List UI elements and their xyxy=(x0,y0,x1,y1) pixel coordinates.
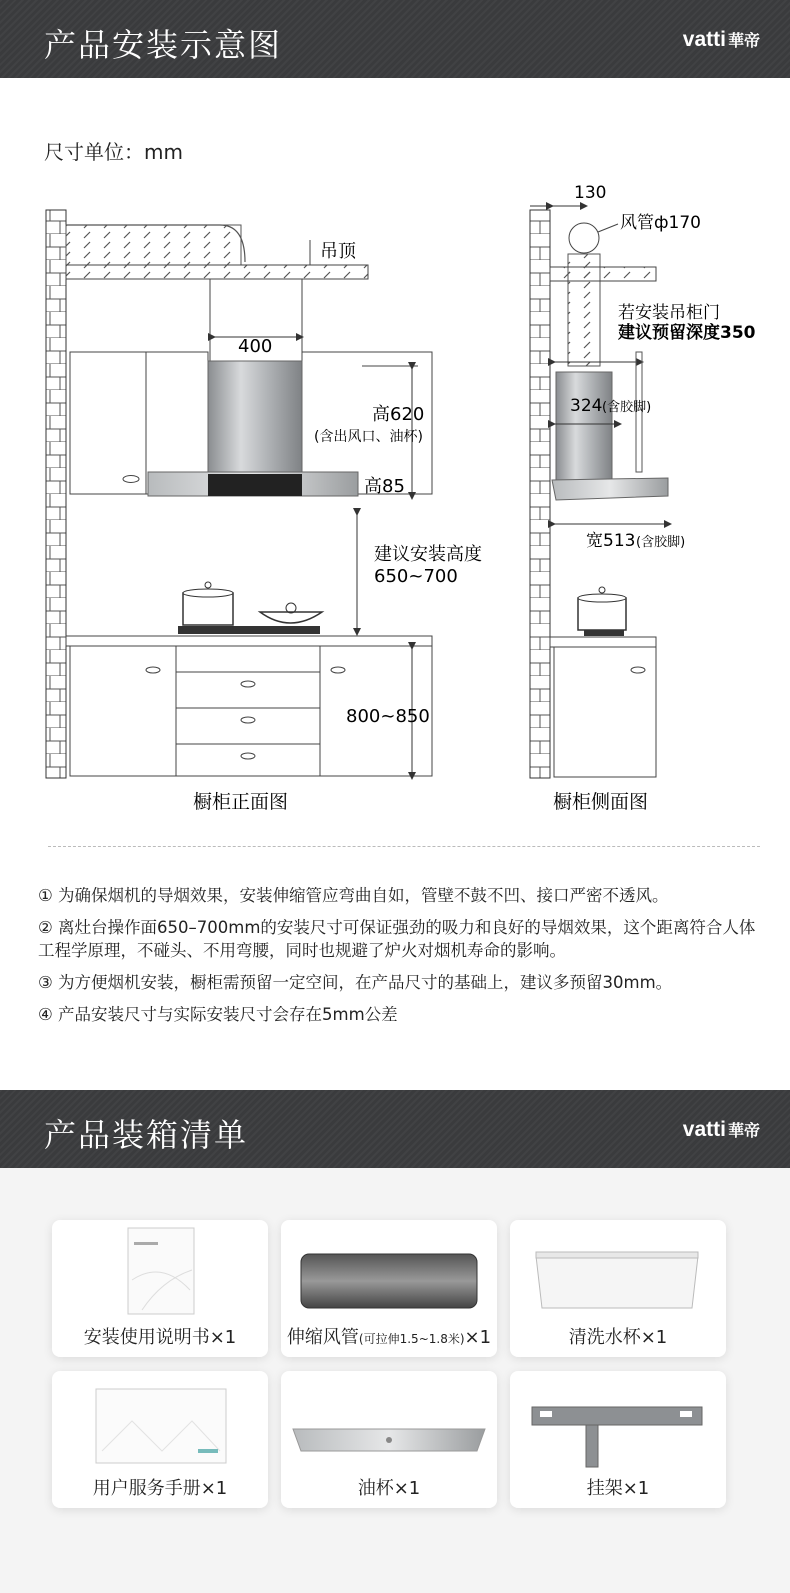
section-title-2: 产品装箱清单 xyxy=(44,1116,249,1154)
svg-text:650~700: 650~700 xyxy=(374,566,458,587)
svg-text:800~850: 800~850 xyxy=(346,706,430,727)
wok xyxy=(260,612,322,623)
front-wall xyxy=(46,210,66,778)
pot xyxy=(183,593,233,625)
svg-text:(含出风口、油杯): (含出风口、油杯) xyxy=(314,429,423,445)
note-1: ① 为确保烟机的导烟效果，安装伸缩管应弯曲自如，管壁不鼓不凹、接口严密不透风。 xyxy=(38,886,669,905)
note-4: ④ 产品安装尺寸与实际安装尺寸会存在5mm公差 xyxy=(38,1005,398,1024)
note-3: ③ 为方便烟机安装，橱柜需预留一定空间，在产品尺寸的基础上，建议多预留30mm。 xyxy=(38,973,673,992)
header-banner-2 xyxy=(0,1090,790,1168)
item-card-duct: 伸缩风管(可拉伸1.5~1.8米)×1 xyxy=(281,1220,497,1357)
divider xyxy=(48,846,760,847)
header-banner xyxy=(0,0,790,78)
item-card-manual: 安装使用说明书×1 xyxy=(52,1220,268,1357)
ceiling-label: 吊顶 xyxy=(320,241,356,262)
side-caption: 橱柜侧面图 xyxy=(553,791,649,813)
upper-cabinet-left xyxy=(70,352,146,494)
svg-text:建议安装高度: 建议安装高度 xyxy=(374,544,482,565)
svg-text:324: 324 xyxy=(570,396,603,416)
svg-text:高620: 高620 xyxy=(372,404,425,425)
item-card-service: 用户服务手册×1 xyxy=(52,1371,268,1508)
svg-text:(含胶脚): (含胶脚) xyxy=(636,535,686,550)
svg-text:建议预留深度350: 建议预留深度350 xyxy=(618,323,756,343)
brand-logo: vatti 華帝 xyxy=(682,28,760,51)
svg-text:若安装吊柜门: 若安装吊柜门 xyxy=(618,303,720,323)
ceiling xyxy=(66,265,368,279)
svg-text:宽513: 宽513 xyxy=(586,531,636,551)
svg-text:130: 130 xyxy=(574,183,607,203)
countertop xyxy=(66,636,432,646)
unit-label: 尺寸单位：mm xyxy=(44,140,183,164)
svg-text:高85: 高85 xyxy=(364,476,405,497)
item-card-oilcup: 油杯×1 xyxy=(281,1371,497,1508)
section-title: 产品安装示意图 xyxy=(44,26,283,64)
item-card-bracket: 挂架×1 xyxy=(510,1371,726,1508)
duct-hose xyxy=(66,225,241,265)
front-caption: 橱柜正面图 xyxy=(193,791,289,813)
duct-circle xyxy=(569,223,599,253)
item-card-cup: 清洗水杯×1 xyxy=(510,1220,726,1357)
packing-list xyxy=(0,1168,790,1593)
side-wall xyxy=(530,210,550,778)
svg-text:风管ф170: 风管ф170 xyxy=(620,213,701,233)
note-2: ② 离灶台操作面650–700mm的安装尺寸可保证强劲的吸力和良好的导烟效果，这个距离符合人体工程学原理，不碰头、不用弯腰，同时也规避了炉火对烟机寿命的影响。 xyxy=(38,918,756,960)
range-hood xyxy=(208,361,302,472)
svg-text:(含胶脚): (含胶脚) xyxy=(602,400,652,415)
install-notes xyxy=(38,884,768,1035)
installation-diagram xyxy=(0,170,790,840)
svg-text:400: 400 xyxy=(238,336,273,357)
side-hood xyxy=(556,372,612,480)
brand-logo-2: vatti 華帝 xyxy=(682,1118,760,1141)
